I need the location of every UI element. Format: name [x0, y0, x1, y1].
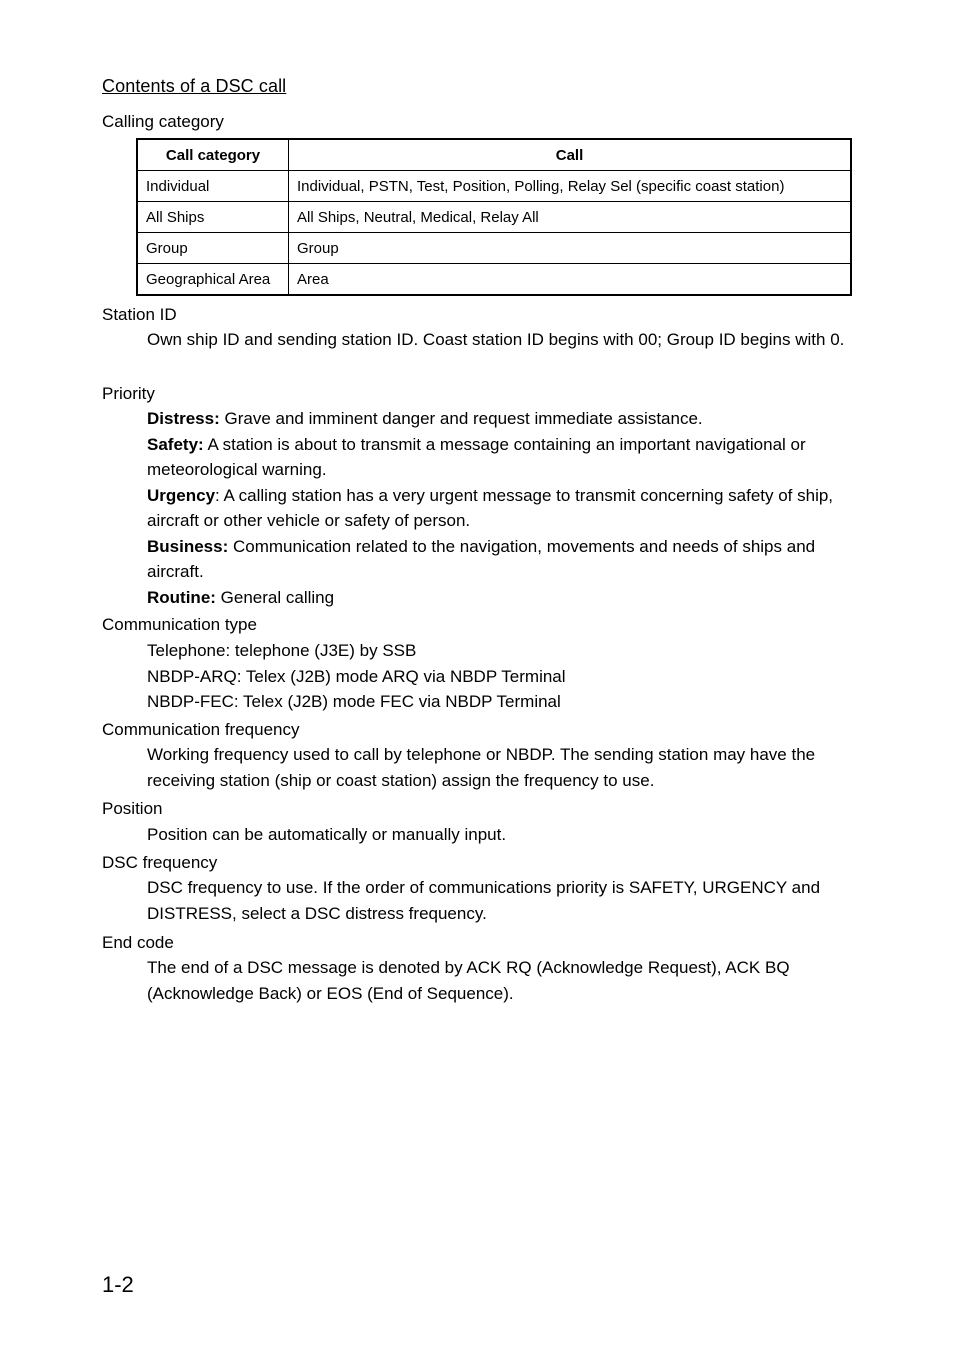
- table-cell: Area: [289, 264, 852, 296]
- position-label: Position: [102, 799, 163, 818]
- end-code-paragraph: The end of a DSC message is denoted by ACK RQ (Acknowledge Request), ACK BQ (Acknowledge Back) or EOS (End of Sequence).: [147, 958, 790, 1003]
- priority-item-business: [147, 534, 857, 585]
- page-title: Contents of a DSC call: [102, 76, 287, 96]
- priority-description: Grave and imminent danger and request immediate assistance.: [219, 409, 703, 428]
- priority-term: Business:: [147, 536, 229, 556]
- table-header-call-category: Call category: [137, 139, 289, 171]
- dsc-frequency-paragraph: DSC frequency to use. If the order of communications priority is SAFETY, URGENCY and DISTRESS, select a DSC distress frequency.: [147, 878, 821, 923]
- table-row: [137, 171, 851, 202]
- priority-item-routine: [147, 585, 857, 611]
- page-number: 1-2: [102, 1272, 134, 1297]
- station-id-paragraph: Own ship ID and sending station ID. Coast station ID begins with 00; Group ID begins with 0.: [147, 330, 845, 349]
- calling-category-label: Calling category: [102, 112, 224, 131]
- end-code-text: [147, 955, 857, 1006]
- table-row: [137, 233, 851, 264]
- communication-type-list: [147, 638, 857, 715]
- priority-description: Communication related to the navigation, movements and needs of ships and aircraft.: [147, 536, 816, 581]
- priority-list: [147, 406, 857, 610]
- dsc-frequency-text: [147, 875, 857, 926]
- communication-frequency-paragraph: Working frequency used to call by telephone or NBDP. The sending station may have the receiving station (ship or coast station) assign the frequency to use.: [147, 745, 816, 790]
- priority-description: A station is about to transmit a message containing an important navigational or meteorological warning.: [147, 434, 806, 479]
- position-paragraph: Position can be automatically or manually input.: [147, 825, 507, 844]
- priority-term: Urgency: [147, 485, 216, 505]
- priority-label: Priority: [102, 384, 155, 403]
- priority-item-safety: [147, 432, 857, 483]
- table-cell: Individual, PSTN, Test, Position, Polling, Relay Sel (specific coast station): [289, 171, 852, 202]
- communication-type-line: Telephone: telephone (J3E) by SSB: [147, 641, 417, 660]
- priority-term: Distress:: [147, 409, 220, 428]
- priority-term: Routine:: [147, 587, 216, 607]
- communication-type-line: NBDP-FEC: Telex (J2B) mode FEC via NBDP Terminal: [147, 692, 561, 711]
- communication-frequency-label: Communication frequency: [102, 720, 300, 739]
- end-code-label: End code: [102, 933, 174, 952]
- dsc-frequency-label: DSC frequency: [102, 853, 218, 872]
- table-cell: All Ships: [137, 202, 289, 233]
- station-id-label: Station ID: [102, 305, 177, 324]
- communication-type-line: NBDP-ARQ: Telex (J2B) mode ARQ via NBDP Terminal: [147, 666, 566, 686]
- communication-frequency-text: [147, 742, 857, 793]
- table-cell: All Ships, Neutral, Medical, Relay All: [289, 202, 852, 233]
- table-row: [137, 202, 851, 233]
- priority-description: : A calling station has a very urgent message to transmit concerning safety of ship, aircraft or other vehicle or safety of person.: [147, 485, 834, 530]
- calling-category-table: [136, 138, 852, 296]
- priority-item-urgency: [147, 483, 857, 534]
- table-cell: Geographical Area: [137, 264, 289, 296]
- station-id-text: [147, 327, 857, 353]
- table-cell: Group: [289, 233, 852, 264]
- priority-item-distress: [147, 406, 857, 432]
- table-row: [137, 264, 851, 296]
- table-cell: Individual: [137, 171, 289, 202]
- position-text: [147, 822, 857, 848]
- communication-type-label: Communication type: [102, 615, 257, 634]
- table-header-call: Call: [289, 139, 852, 171]
- priority-description: General calling: [215, 587, 335, 607]
- table-header-row: [137, 139, 851, 171]
- priority-term: Safety:: [147, 434, 204, 454]
- table-cell: Group: [137, 233, 289, 264]
